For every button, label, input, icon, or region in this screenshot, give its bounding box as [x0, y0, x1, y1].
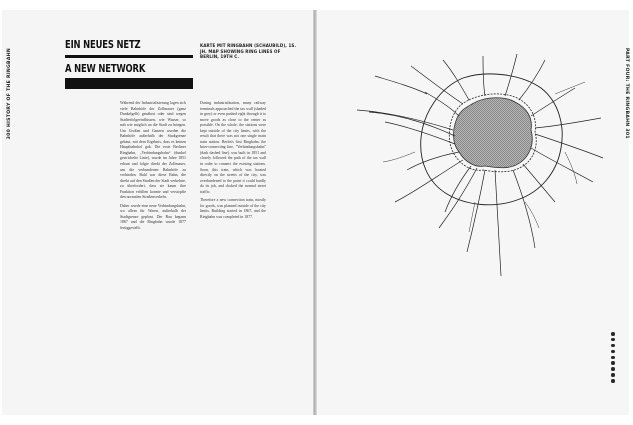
title-black-bar	[65, 78, 193, 89]
title-german: EIN NEUES NETZ	[65, 39, 141, 51]
page-indicator-dots	[610, 332, 616, 385]
page-indicator-dot	[611, 356, 615, 360]
page-indicator-dot	[611, 373, 615, 377]
berlin-railway-map	[355, 52, 605, 282]
title-english: A NEW NETWORK	[65, 63, 146, 75]
page-indicator-dot	[611, 361, 615, 365]
paragraph-de-1: Während der Industrialisierung lagen sich viele Bahnhöfe der Zollmauer (ganz Dunkelgelb) genähert oder sind wegen Stadterfolgeeinflüssen, wie Wasser, so nah wie möglich an die Stadt zu bringen. Um Großen und Ganzen wurden die Bahnhöfe außerhalb der Stadtgrenze gebaut, mit dem Ergebnis, dass es keinen Hauptbahnhof gab. Die erste Berliner Ringbahn, „Verbindungsbahn“ (dunkel gestrichelte Linie), wurde im Jahre 1851 erbaut und folgte direkt der Zollmauer, um die verbundenen Bahnhöfe zu verbinden. Bald war diese Bahn, die direkt auf den Straßen der Stadt verkehrte, zu überfordert, dass sie kaum ihre Funktion erfüllen konnte und verstopfte den normalen Straßenverkehr.	[120, 101, 187, 200]
title-block	[65, 39, 193, 89]
running-head-right: PART FOUR: THE RINGBAHN 301	[624, 48, 629, 139]
title-rule	[65, 55, 193, 58]
page-indicator-dot	[611, 367, 615, 371]
body-column-english	[200, 101, 266, 223]
paragraph-en-2: Therefore a new connection train, mostly for goods, was planned outside of the city limits. Building started in 1867, and the Ringbahn was completed in 1877.	[200, 198, 266, 219]
page-gutter	[313, 10, 317, 415]
city-wall-area	[454, 98, 533, 168]
body-column-german	[120, 101, 186, 235]
running-head-left: 300 HISTORY OF THE RINGBAHN	[7, 48, 12, 140]
paragraph-en-1: During industrialisation, many railway terminals approached the tax wall (shaded in grey) or even pushed right through it to move goods as close to the center as possible. On the whole, the stations were kept outside of the city limits, with the result that there was not one single main train station. Berlin's first Ringbahn, the Inter-connecting line, "Verbindungsbahn" (dark dashed line), was built in 1851 and closely followed the path of the tax wall in order to connect the existing stations. Soon, this train, which was located directly on the streets of the city, was overburdened to the point it could hardly do its job, and choked the normal street traffic.	[200, 101, 266, 194]
page-indicator-dot	[611, 350, 615, 354]
map-caption: KARTE MIT RINGBAHN (SCHAUBILD), 1S. JH. MAP SHOWING RING LINES OF BERLIN, 19TH C.	[200, 43, 297, 60]
page-indicator-dot	[611, 338, 615, 342]
page-indicator-dot	[611, 379, 615, 383]
paragraph-de-2: Daher wurde eine neue Verbindungsbahn, wo allem für Waren, außerhalb der Stadtgrenze geplant. Der Bau begann 1867 und die Ringbahn wurde 1877 fertiggestellt.	[120, 203, 186, 231]
page-indicator-dot	[611, 332, 615, 336]
page-indicator-dot	[611, 344, 615, 348]
